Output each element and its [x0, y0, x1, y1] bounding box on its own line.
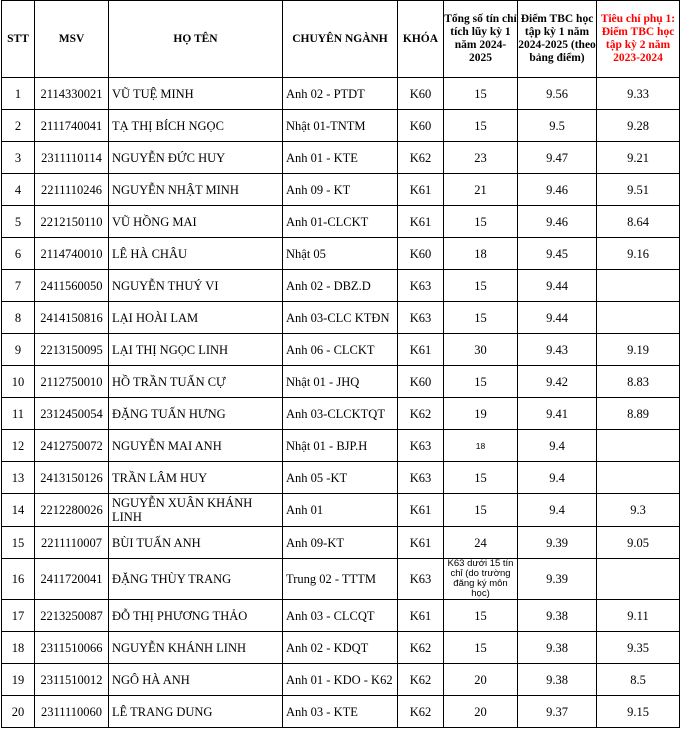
row-msv: 2211110007 — [35, 527, 109, 559]
row-name: NGUYỄN MAI ANH — [109, 430, 283, 462]
row-khoa: K62 — [398, 632, 444, 664]
row-major: Trung 02 - TTTM — [283, 559, 398, 600]
row-gpa: 9.56 — [518, 78, 597, 110]
row-name: NGUYỄN NHẬT MINH — [109, 174, 283, 206]
row-sub-criterion: 9.21 — [597, 142, 680, 174]
row-credits: 30 — [444, 334, 518, 366]
row-major: Anh 06 - CLCKT — [283, 334, 398, 366]
row-sub-criterion: 9.51 — [597, 174, 680, 206]
row-name: HỒ TRẦN TUẤN CỰ — [109, 366, 283, 398]
row-name: LẠI THỊ NGỌC LINH — [109, 334, 283, 366]
row-stt: 16 — [2, 559, 35, 600]
row-major: Anh 02 - PTDT — [283, 78, 398, 110]
row-msv: 2114330021 — [35, 78, 109, 110]
row-sub-criterion — [597, 559, 680, 600]
row-name: TẠ THỊ BÍCH NGỌC — [109, 110, 283, 142]
header-tin-chi: Tổng số tín chỉ tích lũy kỳ 1 năm 2024-2025 — [444, 1, 518, 78]
row-stt: 11 — [2, 398, 35, 430]
row-stt: 10 — [2, 366, 35, 398]
row-sub-criterion — [597, 430, 680, 462]
row-credits: 21 — [444, 174, 518, 206]
row-msv: 2411720041 — [35, 559, 109, 600]
row-stt: 3 — [2, 142, 35, 174]
row-gpa: 9.38 — [518, 632, 597, 664]
table-row — [2, 334, 680, 366]
row-stt: 9 — [2, 334, 35, 366]
row-sub-criterion — [597, 302, 680, 334]
row-khoa: K61 — [398, 206, 444, 238]
row-msv: 2311110060 — [35, 696, 109, 728]
row-khoa: K60 — [398, 366, 444, 398]
row-credits: 15 — [444, 78, 518, 110]
row-major: Anh 09-KT — [283, 527, 398, 559]
row-name: VŨ TUỆ MINH — [109, 78, 283, 110]
row-msv: 2413150126 — [35, 462, 109, 494]
row-stt: 7 — [2, 270, 35, 302]
table-row — [2, 527, 680, 559]
row-credits: 15 — [444, 270, 518, 302]
row-credits: 23 — [444, 142, 518, 174]
row-gpa: 9.47 — [518, 142, 597, 174]
row-msv: 2112750010 — [35, 366, 109, 398]
row-major: Nhật 01 - BJP.H — [283, 430, 398, 462]
row-major: Anh 01 - KTE — [283, 142, 398, 174]
row-gpa: 9.5 — [518, 110, 597, 142]
table-row — [2, 78, 680, 110]
row-major: Anh 09 - KT — [283, 174, 398, 206]
row-gpa: 9.39 — [518, 559, 597, 600]
row-gpa: 9.44 — [518, 302, 597, 334]
row-msv: 2114740010 — [35, 238, 109, 270]
row-major: Anh 03-CLC KTĐN — [283, 302, 398, 334]
row-credits: 15 — [444, 632, 518, 664]
row-stt: 14 — [2, 494, 35, 527]
row-sub-criterion: 8.89 — [597, 398, 680, 430]
row-stt: 1 — [2, 78, 35, 110]
row-gpa: 9.4 — [518, 494, 597, 527]
row-name: ĐẶNG TUẤN HƯNG — [109, 398, 283, 430]
row-credits: 18 — [444, 238, 518, 270]
row-sub-criterion: 9.19 — [597, 334, 680, 366]
row-name: BÙI TUẤN ANH — [109, 527, 283, 559]
row-khoa: K62 — [398, 696, 444, 728]
header-msv: MSV — [35, 1, 109, 78]
row-stt: 6 — [2, 238, 35, 270]
row-stt: 19 — [2, 664, 35, 696]
header-tieu-chi-phu: Tiêu chí phụ 1: Điểm TBC học tập kỳ 2 năm 2023-2024 — [597, 1, 680, 78]
header-diem-tbc: Điểm TBC học tập kỳ 1 năm 2024-2025 (theo bảng điểm) — [518, 1, 597, 78]
row-sub-criterion: 8.5 — [597, 664, 680, 696]
row-msv: 2211110246 — [35, 174, 109, 206]
row-khoa: K62 — [398, 664, 444, 696]
table-row — [2, 600, 680, 632]
row-major: Anh 03 - CLCQT — [283, 600, 398, 632]
row-credits: 15 — [444, 206, 518, 238]
row-sub-criterion: 9.3 — [597, 494, 680, 527]
row-sub-criterion: 9.33 — [597, 78, 680, 110]
row-msv: 2213150095 — [35, 334, 109, 366]
row-sub-criterion: 8.64 — [597, 206, 680, 238]
row-gpa: 9.4 — [518, 430, 597, 462]
row-name: NGUYỄN KHÁNH LINH — [109, 632, 283, 664]
row-khoa: K61 — [398, 527, 444, 559]
row-sub-criterion: 9.11 — [597, 600, 680, 632]
header-khoa: KHÓA — [398, 1, 444, 78]
table-row — [2, 696, 680, 728]
row-sub-criterion: 9.28 — [597, 110, 680, 142]
row-msv: 2414150816 — [35, 302, 109, 334]
row-stt: 17 — [2, 600, 35, 632]
row-msv: 2213250087 — [35, 600, 109, 632]
row-khoa: K61 — [398, 174, 444, 206]
table-row — [2, 664, 680, 696]
row-credits: 18 — [444, 430, 518, 462]
header-chuyen-nganh: CHUYÊN NGÀNH — [283, 1, 398, 78]
row-stt: 2 — [2, 110, 35, 142]
row-major: Anh 02 - DBZ.D — [283, 270, 398, 302]
row-gpa: 9.42 — [518, 366, 597, 398]
header-row — [2, 1, 680, 78]
row-gpa: 9.46 — [518, 174, 597, 206]
student-ranking-table — [1, 0, 680, 728]
row-stt: 18 — [2, 632, 35, 664]
row-khoa: K61 — [398, 494, 444, 527]
row-major: Anh 01 - KDO - K62 — [283, 664, 398, 696]
table-row — [2, 366, 680, 398]
row-credits: 24 — [444, 527, 518, 559]
row-name: ĐỖ THỊ PHƯƠNG THẢO — [109, 600, 283, 632]
table-row — [2, 494, 680, 527]
row-name: LÊ TRANG DUNG — [109, 696, 283, 728]
row-khoa: K63 — [398, 302, 444, 334]
row-khoa: K62 — [398, 398, 444, 430]
row-stt: 20 — [2, 696, 35, 728]
row-credits: 15 — [444, 110, 518, 142]
row-credits: 19 — [444, 398, 518, 430]
row-sub-criterion: 9.05 — [597, 527, 680, 559]
row-msv: 2311110114 — [35, 142, 109, 174]
row-major: Anh 02 - KDQT — [283, 632, 398, 664]
table-row — [2, 206, 680, 238]
table-row — [2, 174, 680, 206]
row-credits: 20 — [444, 664, 518, 696]
row-name: TRẦN LÂM HUY — [109, 462, 283, 494]
row-credits: 20 — [444, 696, 518, 728]
row-khoa: K62 — [398, 142, 444, 174]
header-stt: STT — [2, 1, 35, 78]
row-sub-criterion — [597, 270, 680, 302]
row-khoa: K61 — [398, 334, 444, 366]
row-name: LÊ HÀ CHÂU — [109, 238, 283, 270]
table-row — [2, 632, 680, 664]
table-row — [2, 110, 680, 142]
row-major: Anh 01-CLCKT — [283, 206, 398, 238]
row-khoa: K61 — [398, 600, 444, 632]
row-gpa: 9.46 — [518, 206, 597, 238]
row-stt: 15 — [2, 527, 35, 559]
row-msv: 2311510012 — [35, 664, 109, 696]
row-credits: 15 — [444, 302, 518, 334]
row-gpa: 9.41 — [518, 398, 597, 430]
row-major: Nhật 01 - JHQ — [283, 366, 398, 398]
row-name: NGUYỄN ĐỨC HUY — [109, 142, 283, 174]
row-gpa: 9.38 — [518, 600, 597, 632]
row-major: Anh 05 -KT — [283, 462, 398, 494]
row-gpa: 9.37 — [518, 696, 597, 728]
table-row — [2, 559, 680, 600]
row-sub-criterion: 9.35 — [597, 632, 680, 664]
row-name: NGÔ HÀ ANH — [109, 664, 283, 696]
row-sub-criterion — [597, 462, 680, 494]
row-credits: 15 — [444, 494, 518, 527]
row-msv: 2411560050 — [35, 270, 109, 302]
row-credits: K63 dưới 15 tín chỉ (do trường đăng ký môn học) — [444, 559, 518, 600]
row-khoa: K63 — [398, 270, 444, 302]
row-msv: 2212280026 — [35, 494, 109, 527]
row-name: VŨ HỒNG MAI — [109, 206, 283, 238]
table-row — [2, 462, 680, 494]
row-gpa: 9.38 — [518, 664, 597, 696]
row-khoa: K63 — [398, 559, 444, 600]
row-msv: 2412750072 — [35, 430, 109, 462]
row-gpa: 9.39 — [518, 527, 597, 559]
row-khoa: K60 — [398, 238, 444, 270]
row-stt: 4 — [2, 174, 35, 206]
row-credits: 15 — [444, 366, 518, 398]
row-gpa: 9.43 — [518, 334, 597, 366]
row-name: ĐẶNG THÙY TRANG — [109, 559, 283, 600]
row-khoa: K63 — [398, 462, 444, 494]
row-credits: 15 — [444, 600, 518, 632]
row-sub-criterion: 9.15 — [597, 696, 680, 728]
table-row — [2, 398, 680, 430]
table-row — [2, 142, 680, 174]
header-ho-ten: HỌ TÊN — [109, 1, 283, 78]
row-khoa: K60 — [398, 78, 444, 110]
row-gpa: 9.44 — [518, 270, 597, 302]
table-row — [2, 238, 680, 270]
row-major: Nhật 05 — [283, 238, 398, 270]
table-body — [2, 78, 680, 728]
table-row — [2, 430, 680, 462]
row-stt: 13 — [2, 462, 35, 494]
row-msv: 2212150110 — [35, 206, 109, 238]
row-major: Nhật 01-TNTM — [283, 110, 398, 142]
row-msv: 2312450054 — [35, 398, 109, 430]
row-khoa: K60 — [398, 110, 444, 142]
row-stt: 12 — [2, 430, 35, 462]
row-name: NGUYỄN THUÝ VI — [109, 270, 283, 302]
row-major: Anh 03-CLCKTQT — [283, 398, 398, 430]
row-credits: 15 — [444, 462, 518, 494]
row-msv: 2111740041 — [35, 110, 109, 142]
row-major: Anh 01 — [283, 494, 398, 527]
row-stt: 5 — [2, 206, 35, 238]
row-name: LẠI HOÀI LAM — [109, 302, 283, 334]
row-gpa: 9.45 — [518, 238, 597, 270]
row-sub-criterion: 9.16 — [597, 238, 680, 270]
row-stt: 8 — [2, 302, 35, 334]
table-row — [2, 302, 680, 334]
row-khoa: K63 — [398, 430, 444, 462]
row-gpa: 9.4 — [518, 462, 597, 494]
row-sub-criterion: 8.83 — [597, 366, 680, 398]
table-row — [2, 270, 680, 302]
row-msv: 2311510066 — [35, 632, 109, 664]
row-name: NGUYỄN XUÂN KHÁNH LINH — [109, 494, 283, 527]
row-major: Anh 03 - KTE — [283, 696, 398, 728]
